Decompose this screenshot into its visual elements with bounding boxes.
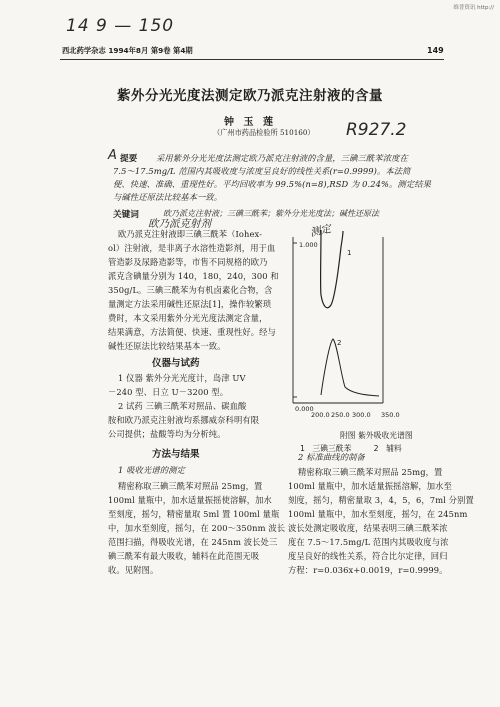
intro-line: 管造影及尿路造影等，市售不同规格的欧乃 xyxy=(108,257,268,267)
standard-curve-line: 精密称取三碘三酰苯对照品 25mg，置 xyxy=(298,467,443,477)
section-line: 公司提供；盐酸等均为分析纯。 xyxy=(108,429,226,439)
handwritten-page-range: 14 9 — 150 xyxy=(66,16,175,36)
figure-caption: 附图 紫外吸收光谱图 xyxy=(340,431,413,440)
intro-line: 350g/L。三碘三酰苯为有机卤素化合物，含 xyxy=(108,285,273,295)
y-axis-top-label: 1.000 xyxy=(299,241,318,249)
x-axis-label: 250.0 xyxy=(331,411,350,419)
intro-line: 派克含碘量分别为 140，180，240，300 和 xyxy=(108,271,279,281)
section-line: 1 仪器 紫外分光光度计，岛津 UV xyxy=(118,373,246,383)
handwritten-note-body: 欧乃派克射剂 xyxy=(148,218,211,230)
spectrum-curve-2 xyxy=(321,339,379,396)
handwritten-note-figure: 测定 xyxy=(309,222,333,240)
author-name: 钟 玉 莲 xyxy=(224,117,276,128)
intro-line: 费时，本文采用紫外分光光度法测定含量， xyxy=(108,313,268,323)
y-axis-bottom-label: 0.000 xyxy=(295,405,314,413)
subsection-heading: 2 标准曲线的制备 xyxy=(298,452,365,462)
abstract-line: 7.5～17.5mg/L 范围内其吸收度与浓度呈良好的线性关系(r=0.9999)。本法简 xyxy=(113,166,411,176)
abstract-line: 与碱性还原法比较基本一致。 xyxy=(113,192,223,202)
standard-curve-line: 度呈良好的线性关系，符合比尔定律，回归 xyxy=(288,551,448,561)
x-axis-label: 350.0 xyxy=(381,411,400,419)
method-line: 100ml 量瓶中，加水适量振摇使溶解，加水 xyxy=(108,495,272,505)
keywords-label: 关键词 xyxy=(113,210,139,220)
section-heading: 方法与结果 xyxy=(152,449,200,460)
intro-line: 欧乃派克注射液即三碘三酰苯（Iohex- xyxy=(118,229,263,239)
method-line: 范围扫描，得吸收光谱，在 245nm 波长处三 xyxy=(108,537,278,547)
standard-curve-line: 刻度，摇匀，精密量取 3，4，5，6，7ml 分别置 xyxy=(288,495,474,505)
standard-curve-line: 波长处测定吸收度，结果表明三碘三酰苯浓 xyxy=(288,523,448,533)
abstract-line: 采用紫外分光光度法测定欧乃派克注射液的含量，三碘三酰苯浓度在 xyxy=(156,153,408,163)
page-number: 149 xyxy=(427,46,444,55)
curve-1-label: 1 xyxy=(347,249,352,257)
method-line: 至刻度，摇匀，精密量取 5ml 置 100ml 量瓶 xyxy=(108,509,280,519)
watermark: 维普资讯 http:// xyxy=(453,5,494,11)
intro-line: 结果满意，方法简便、快速、重现性好。经与 xyxy=(108,327,276,337)
handwritten-classification: R927.2 xyxy=(346,120,407,140)
standard-curve-line: 100ml 量瓶中，加水适量振摇溶解，加水至 xyxy=(288,481,452,491)
keywords-text: 欧乃派克注射液；三碘三酰苯；紫外分光光度法；碱性还原法 xyxy=(163,209,379,218)
x-axis-label: 300.0 xyxy=(352,411,371,419)
uv-spectrum-figure xyxy=(285,225,455,425)
spectrum-curve-1 xyxy=(321,230,343,308)
curve-2-label: 2 xyxy=(337,339,342,347)
journal-header: 西北药学杂志 1994年8月 第9卷 第4期 xyxy=(62,46,193,55)
abstract-line: 便、快速、准确、重现性好。平均回收率为 99.5%(n=8),RSD 为 0.24%。测定结果 xyxy=(113,179,432,189)
section-heading: 仪器与试药 xyxy=(152,358,200,369)
standard-curve-line: 100ml 量瓶中，加水至刻度，摇匀，在 245nm xyxy=(288,509,468,519)
abstract-label: 提要 xyxy=(120,154,138,164)
intro-line: 碱性还原法比较结果基本一致。 xyxy=(108,341,226,351)
method-line: 中，加水至刻度，摇匀，在 200～350nm 波长 xyxy=(108,523,286,533)
section-line: 胺和欧乃派克注射液均系挪威奈科明有限 xyxy=(108,415,260,425)
affiliation: （广州市药品检验所 510160） xyxy=(213,128,315,137)
method-line: 收。见附图。 xyxy=(108,565,159,575)
method-line: 碘三酰苯有最大吸收，辅料在此范围无吸 xyxy=(108,551,260,561)
standard-curve-line: 度在 7.5～17.5mg/L 范围内其吸收度与浓 xyxy=(288,537,449,547)
paper-title: 紫外分光光度法测定欧乃派克注射液的含量 xyxy=(117,88,383,104)
method-line: 精密称取三碘三酰苯对照品 25mg，置 xyxy=(118,481,263,491)
x-axis-label: 200.0 xyxy=(311,411,330,419)
section-line: 2 试药 三碘三酰苯对照品、碳血酸 xyxy=(118,401,247,411)
section-line: －240 型、日立 U－3200 型。 xyxy=(108,387,229,397)
header-rule xyxy=(60,59,444,60)
standard-curve-line: 方程：r=0.036x+0.0019，r=0.9999。 xyxy=(288,565,448,575)
intro-line: ol）注射液，是非离子水溶性造影剂，用于血 xyxy=(108,243,276,253)
intro-line: 量测定方法采用碱性还原法[1]，操作较繁琐 xyxy=(108,299,272,309)
figure-legend: 1 三碘三酰苯 2 辅料 xyxy=(300,444,402,453)
abstract-marker: A xyxy=(108,148,117,163)
subsection-heading: 1 吸收光谱的测定 xyxy=(118,465,185,475)
